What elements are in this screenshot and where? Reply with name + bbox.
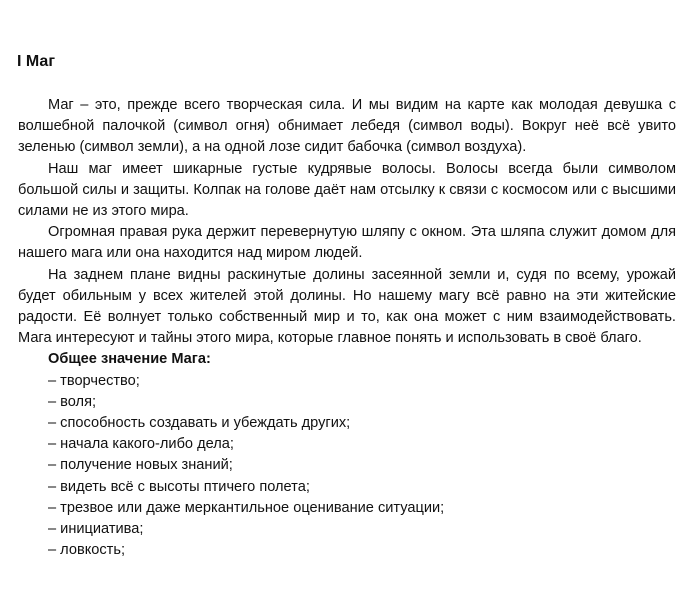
list-item: – трезвое или даже меркантильное оценивание ситуации; [48, 499, 445, 516]
list-item: – видеть всё с высоты птичего полета; [48, 478, 310, 495]
section-heading: I Маг [17, 53, 55, 70]
list-item: – ловкость; [48, 542, 126, 559]
list-item: – творчество; [48, 372, 140, 389]
general-meaning-title: Общее значение Мага: [48, 351, 211, 368]
paragraph-intro: Маг – это, прежде всего творческая сила. И мы видим на карте как молодая девушка с волшебной палочкой (символ огня) обнимает лебедя (символ воды). Вокруг неё всё увито зеленью (символ земли), а на одной лозе сидит бабочка (символ воздуха). [18, 97, 676, 156]
paragraph-background: На заднем плане видны раскинутые долины засеянной земли и, судя по всему, урожай будет обильным у всех жителей этой долины. Но нашему магу всё равно на эти житейские радости. Её волнует только собственный мир и то, как она может с ним взаимодействовать. Мага интересуют и тайны этого мира, которые главное понять и использовать в своё благо. [18, 266, 676, 347]
list-item: – воля; [48, 393, 97, 410]
list-item: – получение новых знаний; [48, 457, 233, 474]
general-meaning-list [18, 371, 676, 562]
paragraph-hand: Огромная правая рука держит перевернутую шляпу с окном. Эта шляпа служит домом для нашего мага или она находится над миром людей. [18, 224, 676, 262]
list-item: – способность создавать и убеждать других; [48, 415, 351, 432]
paragraph-hair: Наш маг имеет шикарные густые кудрявые волосы. Волосы всегда были символом большой силы и защиты. Колпак на голове даёт нам отсылку к связи с космосом или с высшими силами не из этого мира. [18, 160, 676, 220]
list-item: – инициатива; [48, 521, 144, 538]
list-item: – начала какого-либо дела; [48, 436, 234, 453]
body-text [18, 95, 676, 561]
